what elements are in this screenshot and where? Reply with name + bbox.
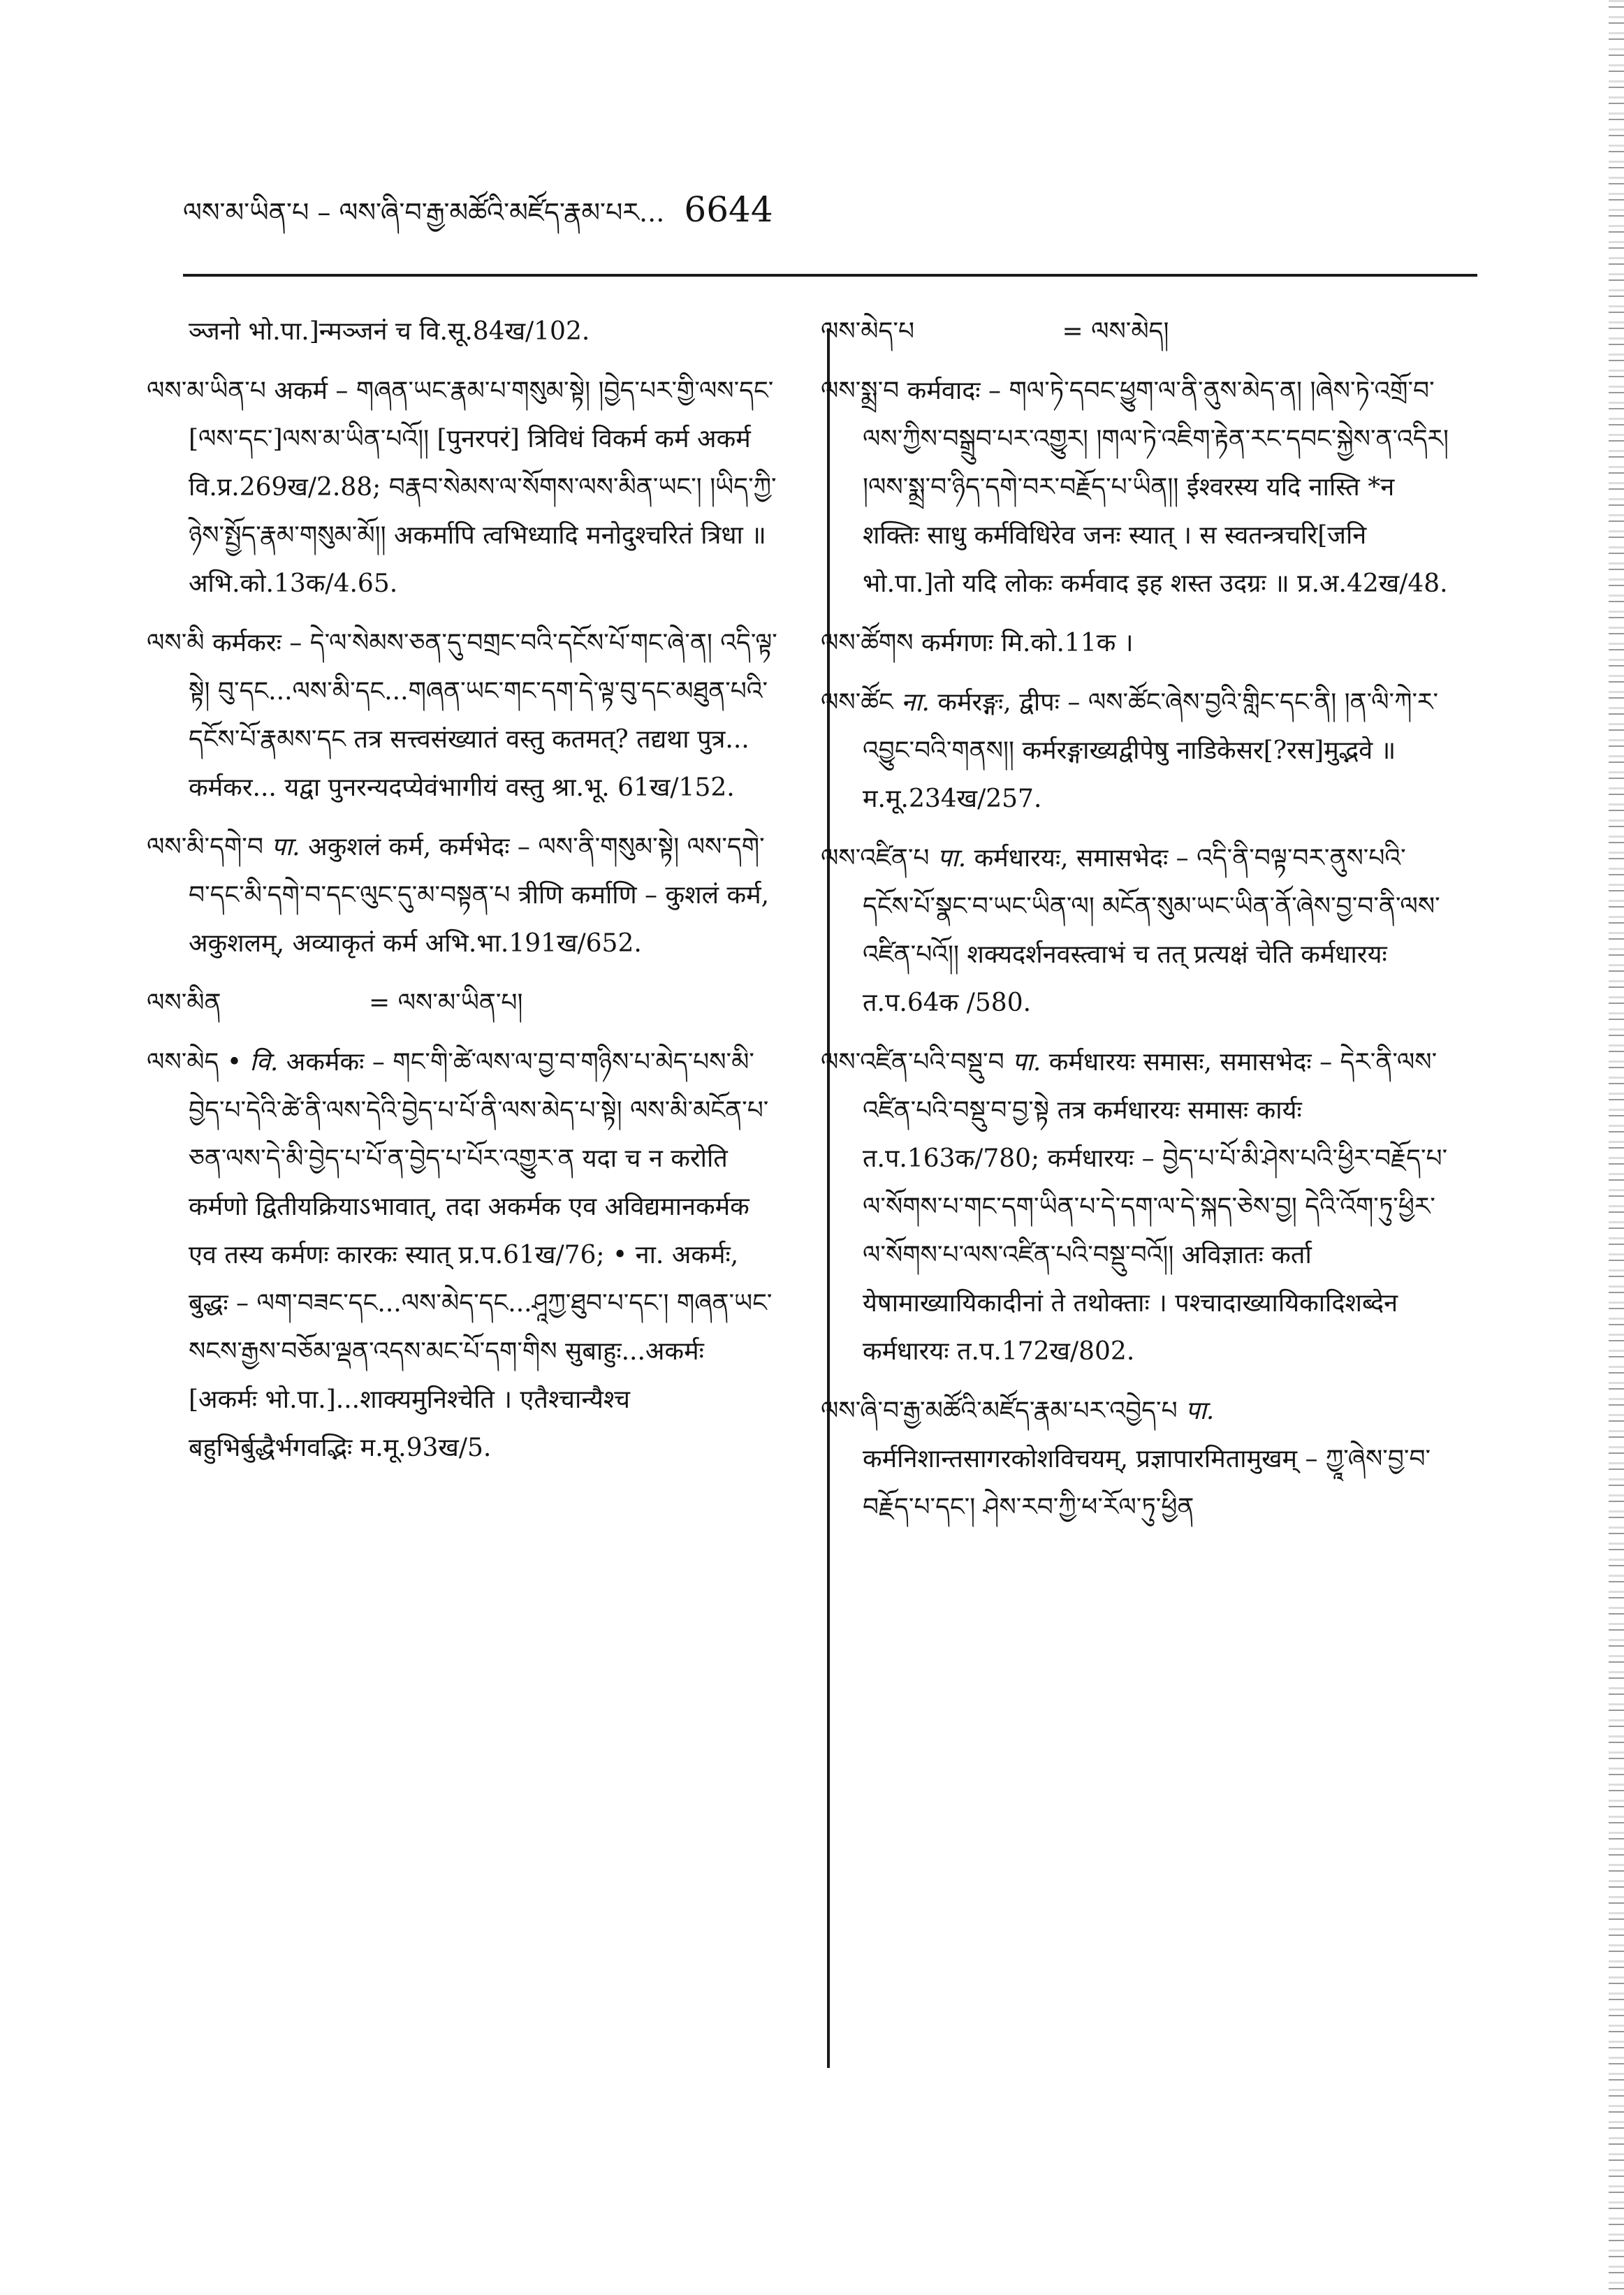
entry-headword: ལས་ཚོགས — [821, 629, 914, 657]
dictionary-entry — [821, 834, 1449, 1027]
entry-body: अकर्म – གཞན་ཡང་རྣམ་པ་གསུམ་སྟེ། །བྱེད་པར་གྱི་ལས་དང་[ལས་དང་]ལས་མ་ཡིན་པའོ།། [पुनरपरं] त्रिविधं विकर्म कर्म अकर्म वि.प्र.269ख/2.88; བརྣབ་སེམས་ལ་སོགས་ལས་མིན་ཡང་། །ཡིད་ཀྱི་ཉེས་སྤྱོད་རྣམ་གསུམ་མོ།། अकर्मापि त्वभिध्यादि मनोदुश्चरितं त्रिधा ॥ अभि.को.13क/4.65. — [189, 377, 777, 598]
entry-body: कर्मधारयः, समासभेदः – འདི་ནི་བལྟ་བར་ནུས་པའི་དངོས་པོ་སྣང་བ་ཡང་ཡིན་ལ། མངོན་སུམ་ཡང་ཡིན་ནོ་ཞེས་བྱ་བ་ནི་ལས་འཛིན་པའོ།། शक्यदर्शनवस्त्वाभं च तत् प्रत्यक्षं चेति कर्मधारयः त.प.64क /580. — [863, 844, 1440, 1017]
right-column — [821, 307, 1449, 1543]
entry-headword: ལས་མེད་པ — [821, 317, 915, 346]
dictionary-entry — [821, 1387, 1449, 1531]
entry-body: = ལས་མ་ཡིན་པ། — [369, 989, 523, 1017]
entry-body: कर्मनिशान्तसागरकोशविचयम्, प्रज्ञापारमितामुखम् – ཀྱཱ་ཞེས་བྱ་བ་བརྗོད་པ་དང་། ཤེས་རབ་ཀྱི་ཕ་རོལ་ཏུ་ཕྱིན — [863, 1445, 1431, 1522]
entry-body: कर्मकरः – དེ་ལ་སེམས་ཅན་དུ་བགྲང་བའི་དངོས་པོ་གང་ཞེ་ན། འདི་ལྟ་སྟེ། བུ་དང...ལས་མི་དང...གཞན་ཡང་གང་དག་དེ་ལྟ་བུ་དང་མཐུན་པའི་དངོས་པོ་རྣམས་དང तत्र सत्त्वसंख्यातं वस्तु कतमत्? तद्यथा पुत्र... कर्मकर... यद्वा पुनरन्यदप्येवंभागीयं वस्तु श्रा.भू. 61ख/152. — [189, 629, 777, 802]
entry-tag: • वि. — [226, 1048, 279, 1077]
entry-body: कर्मगणः मि.को.11क । — [921, 629, 1134, 657]
entry-body: अकर्मकः – གང་གི་ཚེ་ལས་ལ་བྱ་བ་གཉིས་པ་མེད་པས་མི་བྱེད་པ་དེའི་ཚེ་ནི་ལས་དེའི་བྱེད་པ་པོ་ནི་ལས་མེད་པ་སྟེ། ལས་མི་མངོན་པ་ཅན་ལས་དེ་མི་བྱེད་པ་པོ་ན་བྱེད་པ་པོར་འགྱུར་ན यदा च न करोति कर्मणो द्वितीयक्रियाऽभावात्, तदा अकर्मक एव अविद्यमानकर्मक एव तस्य कर्मणः कारकः स्यात् प्र.प.61ख/76; • ना. अकर्मः, बुद्धः – ལག་བཟང་དང...ལས་མེད་དང...ཤཱཀྱ་ཐུབ་པ་དང་། གཞན་ཡང་སངས་རྒྱས་བཅོམ་ལྡན་འདས་མང་པོ་དག་གིས सुबाहुः...अकर्मः [अकर्मः भो.पा.]...शाक्यमुनिश्चेति । एतैश्चान्यैश्च बहुभिर्बुद्धैर्भगवद्भिः म.मू.93ख/5. — [189, 1048, 773, 1462]
entry-headword: ལས་མི — [147, 629, 205, 657]
entry-headword: ལས་མེད — [147, 1048, 219, 1077]
scan-edge-artifact — [1609, 0, 1624, 2295]
entry-tag: पा. — [1185, 1397, 1215, 1425]
entry-body: कर्मरङ्गः, द्वीपः – ལས་ཚོང་ཞེས་བྱའི་གླིང་དང་ནི། །ན་ལི་ཀེ་ར་འབྱུང་བའི་གནས།། कर्मरङ्गाख्यद्वीपेषु नाडिकेसर[?रस]मुद्भवे ॥ म.मू.234ख/257. — [863, 688, 1439, 813]
entry-tag: ना. — [901, 688, 930, 717]
header-range: ལས་མ་ཡིན་པ – ལས་ཞི་བ་རྒྱ་མཚོའི་མཛོད་རྣམ་པར... — [183, 197, 665, 228]
entry-tag: पा. — [271, 833, 300, 861]
dictionary-entry — [147, 1038, 779, 1472]
dictionary-entry — [821, 678, 1449, 823]
entry-headword: ལས་ཞི་བ་རྒྱ་མཚོའི་མཛོད་རྣམ་པར་འབྱེད་པ — [821, 1397, 1178, 1425]
entry-body: कर्मवादः – གལ་ཏེ་དབང་ཕྱུག་ལ་ནི་ནུས་མེད་ན། །ཞེས་ཏེ་འགྲོ་བ་ལས་ཀྱིས་བསྒྲུབ་པར་འགྱུར། །གལ་ཏེ་འཇིག་རྟེན་རང་དབང་སྐྱེས་ན་འདིར། །ལས་སྨྲ་བ་ཉིད་དགེ་བར་བརྗོད་པ་ཡིན།། ईश्वरस्य यदि नास्ति *न शक्तिः साधु कर्मविधिरेव जनः स्यात् । स स्वतन्त्रचरि[जनि भो.पा.]तो यदि लोकः कर्मवाद इह शस्त उदग्रः ॥ प्र.अ.42ख/48. — [863, 377, 1449, 598]
entry-headword: ལས་མིན — [147, 989, 221, 1017]
dictionary-entry — [147, 307, 779, 356]
entry-tag: पा. — [937, 844, 967, 873]
entry-body: = ལས་མེད། — [1062, 317, 1169, 346]
dictionary-entry — [821, 307, 1449, 356]
entry-headword: ལས་འཛིན་པ — [821, 844, 930, 873]
left-column — [147, 307, 779, 1483]
dictionary-entry — [821, 619, 1449, 667]
dictionary-entry — [147, 367, 779, 608]
dictionary-entry — [821, 1038, 1449, 1376]
entry-tag: पा. — [1012, 1048, 1041, 1077]
entry-headword: ལས་འཛིན་པའི་བསྡུ་བ — [821, 1048, 1004, 1077]
entry-headword: ལས་སྨྲ་བ — [821, 377, 900, 405]
entry-body: कर्मधारयः समासः, समासभेदः – དེར་ནི་ལས་འཛིན་པའི་བསྡུ་བ་བྱ་སྟེ तत्र कर्मधारयः समासः कार्यः त.प.163क/780; कर्मधारयः – བྱེད་པ་པོ་མི་ཤེས་པའི་ཕྱིར་བརྗོད་པ་ལ་སོགས་པ་གང་དག་ཡིན་པ་དེ་དག་ལ་དེ་སྐད་ཅེས་བྱ། དེའི་འོག་ཏུ་ཕྱིར་ལ་སོགས་པ་ལས་འཛིན་པའི་བསྡུ་བའོ།། अविज्ञातः कर्ता येषामाख्यायिकादीनां ते तथोक्ताः । पश्चादाख्यायिकादिशब्देन कर्मधारयः त.प.172ख/802. — [863, 1048, 1448, 1366]
entry-headword: ལས་མི་དགེ་བ — [147, 833, 263, 861]
entry-body: ञ्जनो भो.पा.]न्मञ्जनं च वि.सू.84ख/102. — [189, 317, 590, 346]
entry-headword: ལས་ཚོང — [821, 688, 893, 717]
entry-body: अकुशलं कर्म, कर्मभेदः – ལས་ནི་གསུམ་སྟེ། ལས་དགེ་བ་དང་མི་དགེ་བ་དང་ལུང་དུ་མ་བསྟན་པ त्रीणि कर्माणि – कुशलं कर्म, अकुशलम्, अव्याकृतं कर्म अभि.भा.191ख/652. — [189, 833, 770, 958]
header-rule — [183, 274, 1477, 277]
dictionary-entry — [147, 619, 779, 812]
page-number: 6644 — [684, 189, 773, 230]
dictionary-entry — [147, 823, 779, 968]
running-header — [183, 183, 773, 258]
entry-headword: ལས་མ་ཡིན་པ — [147, 377, 266, 405]
dictionary-entry — [821, 367, 1449, 608]
dictionary-entry — [147, 979, 779, 1027]
